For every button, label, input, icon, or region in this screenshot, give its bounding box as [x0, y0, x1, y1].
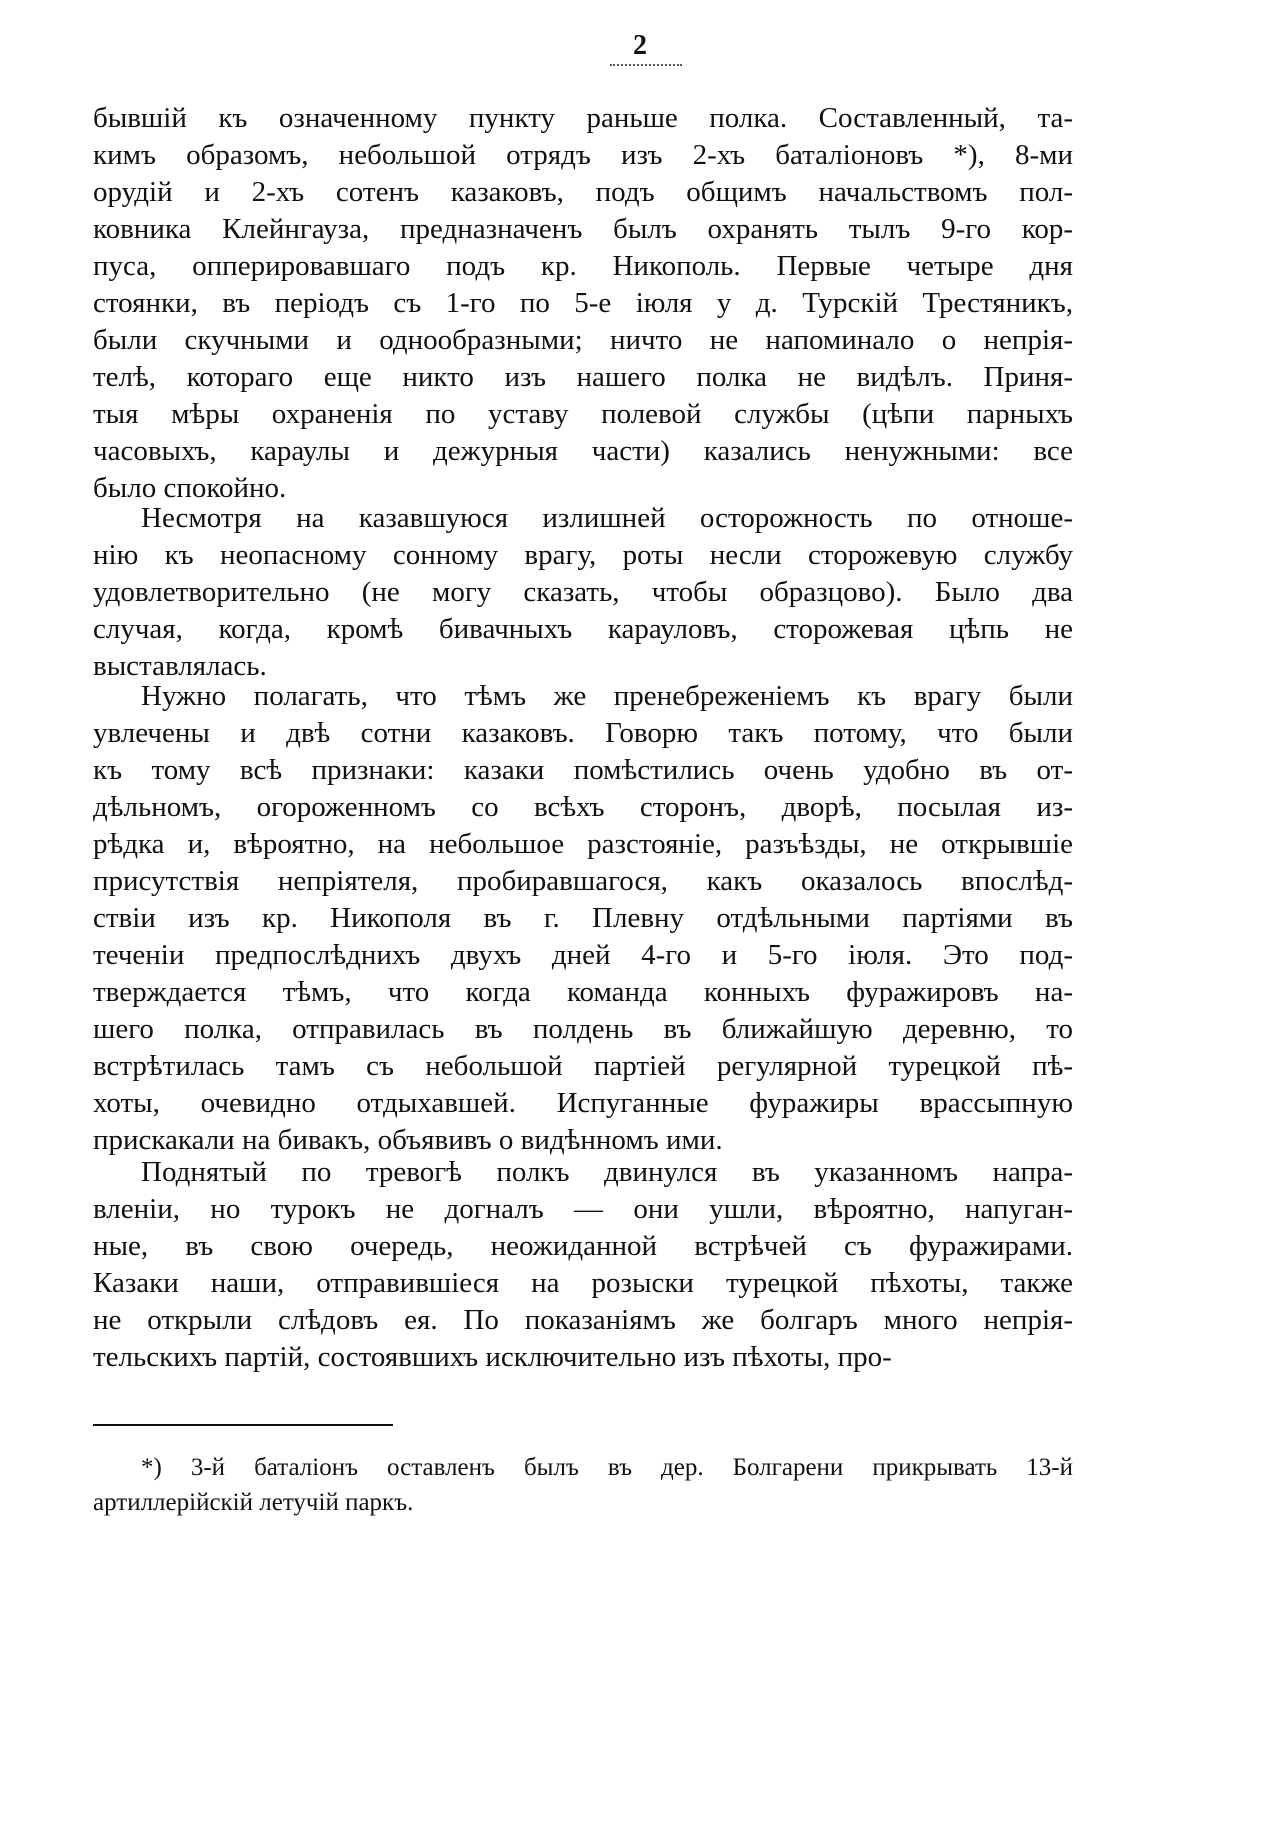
- text-line: присутствія непріятеля, пробиравшагося, какъ оказалось впослѣд-: [93, 865, 1073, 897]
- text-line: теченіи предпослѣднихъ двухъ дней 4-го и 5-го іюля. Это под-: [93, 939, 1073, 971]
- text-line: дѣльномъ, огороженномъ со всѣхъ сторонъ, дворѣ, посылая из-: [93, 791, 1073, 823]
- footnote-line: *) 3-й баталіонъ оставленъ былъ въ дер. Болгарени прикрывать 13-й: [141, 1454, 1073, 1481]
- page-number: 2: [633, 30, 647, 61]
- text-line: были скучными и однообразными; ничто не напоминало о непрія-: [93, 324, 1073, 356]
- paragraph-4: [93, 1154, 1073, 1376]
- text-line: ные, въ свою очередь, неожиданной встрѣчей съ фуражирами.: [93, 1230, 1073, 1262]
- footnote-line: артиллерійскій летучій паркъ.: [93, 1489, 414, 1516]
- text-line: шего полка, отправилась въ полдень въ ближайшую деревню, то: [93, 1013, 1073, 1045]
- text-line: вленіи, но турокъ не догналъ — они ушли, вѣроятно, напуган-: [93, 1193, 1073, 1225]
- text-line: было спокойно.: [93, 472, 287, 504]
- text-line: не открыли слѣдовъ ея. По показаніямъ же болгаръ много непрія-: [93, 1304, 1073, 1336]
- text-line: встрѣтилась тамъ съ небольшой партіей регулярной турецкой пѣ-: [93, 1050, 1073, 1082]
- paragraph-3: [93, 678, 1073, 1159]
- text-line: бывшій къ означенному пункту раньше полка. Составленный, та-: [93, 102, 1073, 134]
- text-line: увлечены и двѣ сотни казаковъ. Говорю такъ потому, что были: [93, 717, 1073, 749]
- paragraph-2: [93, 500, 1073, 685]
- text-line: часовыхъ, караулы и дежурныя части) казались ненужными: все: [93, 435, 1073, 467]
- text-line: къ тому всѣ признаки: казаки помѣстились очень удобно въ от-: [93, 754, 1073, 786]
- text-line: пуса, опперировавшаго подъ кр. Никополь. Первые четыре дня: [93, 250, 1073, 282]
- text-line: Несмотря на казавшуюся излишней осторожность по отноше-: [141, 502, 1073, 534]
- text-line: телѣ, котораго еще никто изъ нашего полка не видѣлъ. Приня-: [93, 361, 1073, 393]
- text-line: кимъ образомъ, небольшой отрядъ изъ 2-хъ баталіоновъ *), 8-ми: [93, 139, 1073, 171]
- text-line: удовлетворительно (не могу сказать, чтобы образцово). Было два: [93, 576, 1073, 608]
- ornament-divider: [610, 64, 682, 70]
- text-line: Нужно полагать, что тѣмъ же пренебреженіемъ къ врагу были: [141, 680, 1073, 712]
- text-line: выставлялась.: [93, 650, 267, 682]
- footnote-rule: [93, 1424, 393, 1426]
- text-line: рѣдка и, вѣроятно, на небольшое разстояніе, разъѣзды, не открывшіе: [93, 828, 1073, 860]
- text-line: нію къ неопасному сонному врагу, роты несли сторожевую службу: [93, 539, 1073, 571]
- paragraph-1: [93, 100, 1073, 507]
- text-line: тверждается тѣмъ, что когда команда конныхъ фуражировъ на-: [93, 976, 1073, 1008]
- text-line: прискакали на бивакъ, объявивъ о видѣнномъ ими.: [93, 1124, 723, 1156]
- text-line: тыя мѣры охраненія по уставу полевой службы (цѣпи парныхъ: [93, 398, 1073, 430]
- text-line: орудій и 2-хъ сотенъ казаковъ, подъ общимъ начальствомъ пол-: [93, 176, 1073, 208]
- text-line: хоты, очевидно отдыхавшей. Испуганные фуражиры врассыпную: [93, 1087, 1073, 1119]
- text-line: Казаки наши, отправившіеся на розыски турецкой пѣхоты, также: [93, 1267, 1073, 1299]
- text-line: Поднятый по тревогѣ полкъ двинулся въ указанномъ напра-: [141, 1156, 1073, 1188]
- footnote: [93, 1450, 1073, 1520]
- text-line: случая, когда, кромѣ бивачныхъ карауловъ, сторожевая цѣпь не: [93, 613, 1073, 645]
- text-line: ковника Клейнгауза, предназначенъ былъ охранять тылъ 9-го кор-: [93, 213, 1073, 245]
- text-line: тельскихъ партій, состоявшихъ исключительно изъ пѣхоты, про-: [93, 1341, 892, 1373]
- text-line: стоянки, въ періодъ съ 1-го по 5-е іюля у д. Турскій Трестяникъ,: [93, 287, 1073, 319]
- text-line: ствіи изъ кр. Никополя въ г. Плевну отдѣльными партіями въ: [93, 902, 1073, 934]
